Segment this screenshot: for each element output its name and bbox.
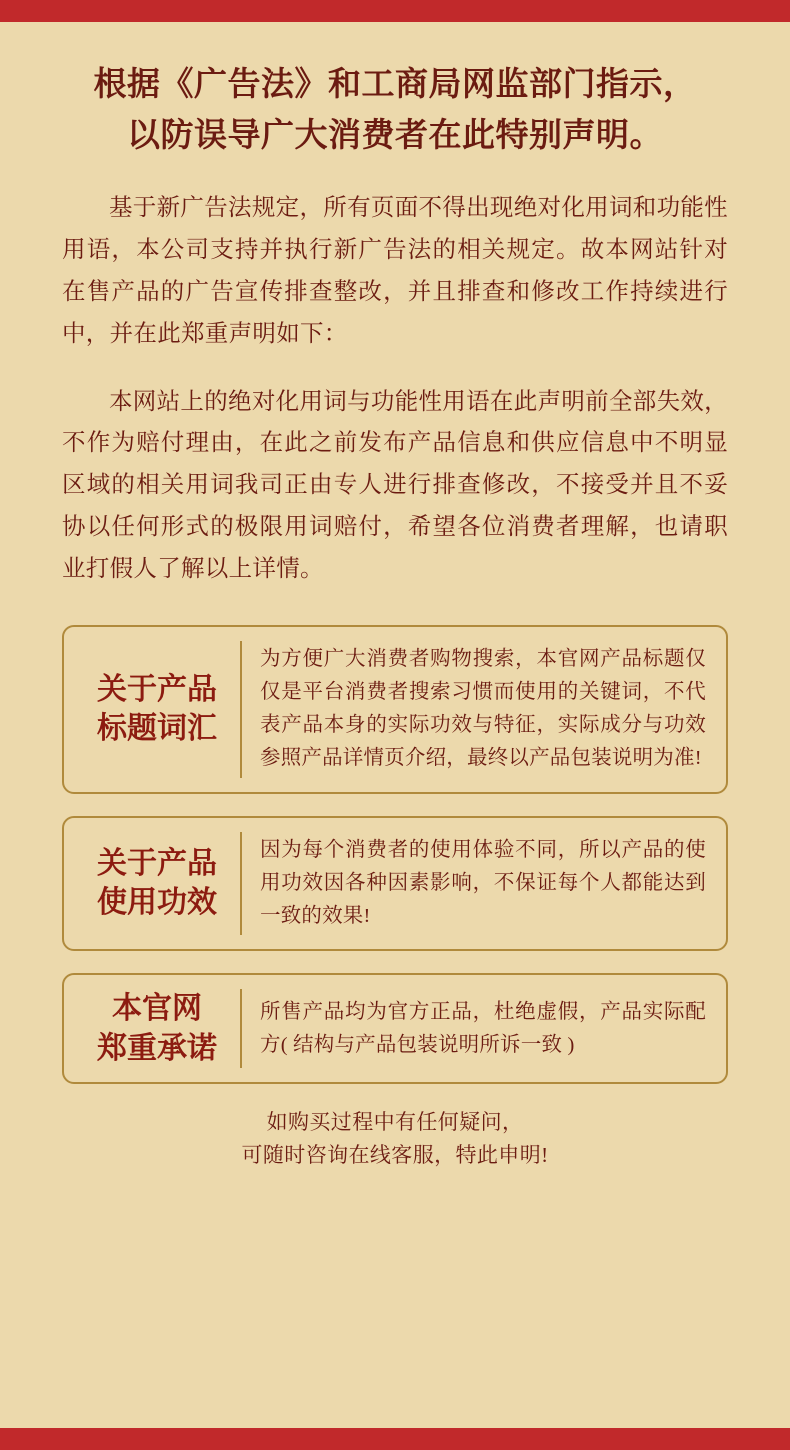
statement-card-product-efficacy <box>62 816 728 952</box>
statement-card-label <box>74 989 242 1068</box>
footer-note <box>62 1106 728 1171</box>
top-decorative-bar <box>0 0 790 22</box>
statement-card-label <box>74 641 242 778</box>
statement-card-body <box>242 989 710 1068</box>
page-title-line-1: 根据《广告法》和工商局网监部门指示， <box>93 67 697 103</box>
statement-card-label-line-2: 使用功效 <box>97 886 217 920</box>
paragraph-1: 基于新广告法规定，所有页面不得出现绝对化用词和功能性用语，本公司支持并执行新广告法的相关规定。故本网站针对在售产品的广告宣传排查整改，并且排查和修改工作持续进行中，并在此郑重声明如下： <box>62 195 728 347</box>
statement-card-body <box>242 641 710 778</box>
statement-card-label-line-1: 关于产品 <box>97 846 217 880</box>
bottom-decorative-bar <box>0 1428 790 1450</box>
statement-card-label-line-1: 本官网 <box>112 992 202 1026</box>
statement-card-body-text: 因为每个消费者的使用体验不同，所以产品的使用功效因各种因素影响，不保证每个人都能达到一致的效果! <box>260 838 706 927</box>
statement-card-label-line-2: 郑重承诺 <box>97 1031 217 1065</box>
page-title <box>62 60 728 162</box>
footer-note-line-1: 如购买过程中有任何疑问， <box>266 1110 524 1135</box>
statement-cards <box>62 625 728 1085</box>
statement-card-label <box>74 832 242 936</box>
statement-card-body-text: 为方便广大消费者购物搜索，本官网产品标题仅仅是平台消费者搜索习惯而使用的关键词，不代表产品本身的实际功效与特征，实际成分与功效参照产品详情页介绍，最终以产品包装说明为准! <box>260 647 706 770</box>
page-title-line-2: 以防误导广大消费者在此特别声明。 <box>127 118 663 155</box>
statement-card-label-line-2: 标题词汇 <box>97 712 217 746</box>
statement-card-body-text: 所售产品均为官方正品，杜绝虚假，产品实际配方( 结构与产品包装说明所诉一致 ) <box>260 1000 706 1056</box>
statement-card-product-title <box>62 625 728 794</box>
statement-card-official-promise <box>62 973 728 1084</box>
footer-note-line-2: 可随时咨询在线客服，特此申明! <box>241 1142 549 1167</box>
statement-card-body <box>242 832 710 936</box>
statement-card-label-line-1: 关于产品 <box>97 672 217 706</box>
content-area <box>0 22 790 1428</box>
paragraph-2: 本网站上的绝对化用词与功能性用语在此声明前全部失效，不作为赔付理由，在此之前发布产品信息和供应信息中不明显区域的相关用词我司正由专人进行排查修改，不接受并且不妥协以任何形式的极限用词赔付，希望各位消费者理解，也请职业打假人了解以上详情。 <box>62 388 728 582</box>
